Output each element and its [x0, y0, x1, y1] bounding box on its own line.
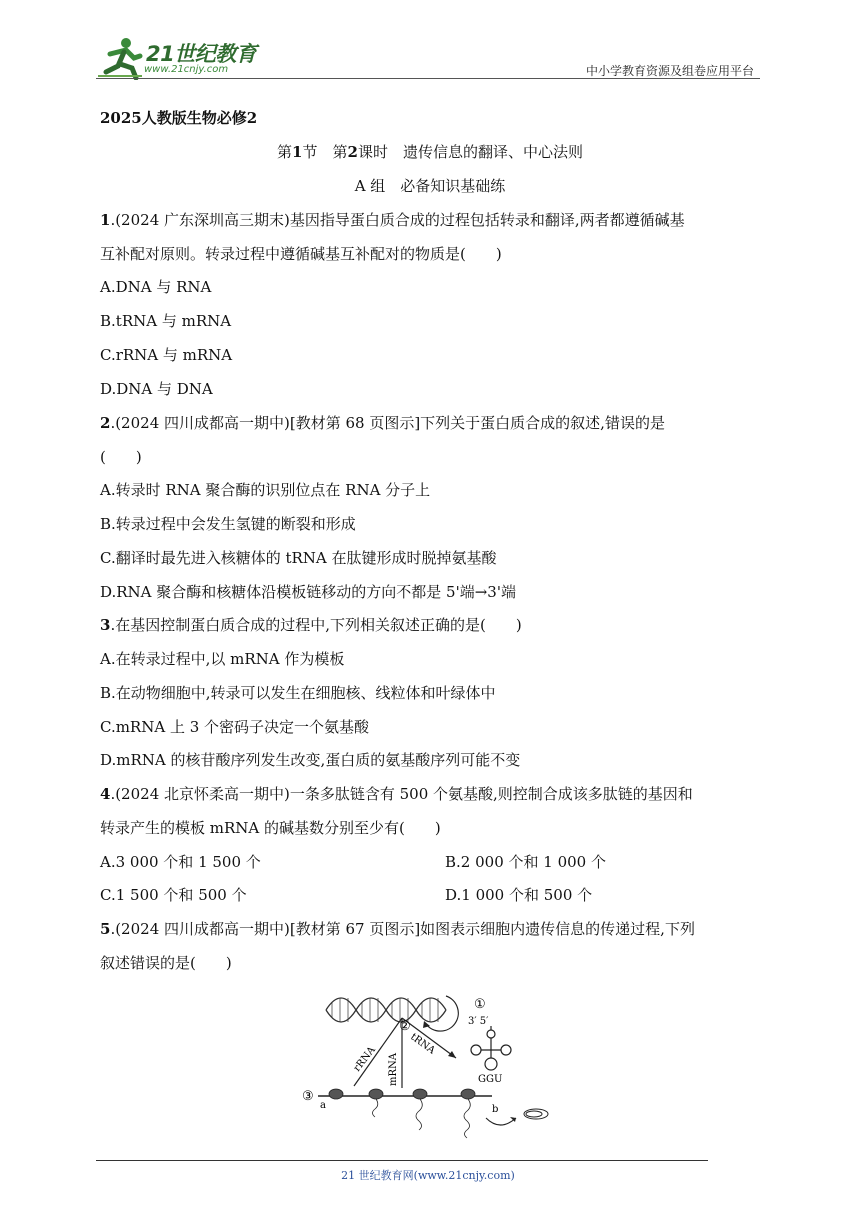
document-title: 2025人教版生物必修2 [100, 109, 258, 127]
q3-option-c: C.mRNA 上 3 个密码子决定一个氨基酸 [100, 718, 370, 736]
replication-arrow-icon [426, 996, 458, 1031]
question-4: 4.(2024 北京怀柔高一期中)一条多肽链含有 500 个氨基酸,则控制合成该多肽链的基因和 [100, 785, 693, 803]
q4-options-row-1 [100, 851, 606, 872]
label-anticodon: GGU [478, 1074, 503, 1085]
header-divider [96, 78, 760, 79]
label-trna-ends: 3′ 5′ [468, 1016, 489, 1027]
label-trna: tRNA [408, 1031, 437, 1057]
question-5: 5.(2024 四川成都高一期中)[教材第 67 页图示]如图表示细胞内遗传信息的传递过程,下列 [100, 920, 695, 938]
header-tagline: 中小学教育资源及组卷应用平台 [585, 64, 754, 78]
question-1: 1.(2024 广东深圳高三期末)基因指导蛋白质合成的过程包括转录和翻译,两者都遵循碱基 [100, 211, 685, 229]
q1-option-a: A.DNA 与 RNA [100, 278, 212, 296]
q1-option-b: B.tRNA 与 mRNA [100, 312, 232, 330]
label-rrna: rRNA [351, 1044, 378, 1074]
label-a: a [320, 1100, 326, 1111]
site-logo [96, 36, 266, 80]
page-header [96, 36, 760, 80]
question-3: 3.在基因控制蛋白质合成的过程中,下列相关叙述正确的是( ) [100, 616, 522, 634]
q2-option-c: C.翻译时最先进入核糖体的 tRNA 在肽键形成时脱掉氨基酸 [100, 549, 497, 567]
question-4-cont: 转录产生的模板 mRNA 的碱基数分别至少有( ) [100, 819, 441, 837]
q2-option-b: B.转录过程中会发生氢键的断裂和形成 [100, 515, 356, 533]
question-5-cont: 叙述错误的是( ) [100, 954, 232, 972]
page-footer: 21 世纪教育网(www.21cnjy.com) [341, 1169, 515, 1182]
question-1-cont: 互补配对原则。转录过程中遵循碱基互补配对的物质是( ) [100, 245, 502, 263]
q3-option-b: B.在动物细胞中,转录可以发生在细胞核、线粒体和叶绿体中 [100, 684, 496, 702]
section-title: 第1节 第2课时 遗传信息的翻译、中心法则 [277, 143, 583, 161]
label-mrna: mRNA [388, 1053, 399, 1086]
q4-option-d: D.1 000 个和 500 个 [445, 886, 593, 904]
q1-option-d: D.DNA 与 DNA [100, 380, 213, 398]
q4-option-c: C.1 500 个和 500 个 [100, 886, 247, 904]
q1-option-c: C.rRNA 与 mRNA [100, 346, 233, 364]
label-circle-3: ③ [302, 1089, 314, 1104]
footer-divider [96, 1160, 708, 1161]
q4-option-a: A.3 000 个和 1 500 个 [100, 853, 261, 871]
dna-helix-icon [326, 998, 446, 1022]
label-b: b [492, 1104, 499, 1115]
q2-option-d: D.RNA 聚合酶和核糖体沿模板链移动的方向不都是 5'端→3'端 [100, 583, 516, 601]
q4-option-b: B.2 000 个和 1 000 个 [445, 853, 606, 871]
q3-option-d: D.mRNA 的核苷酸序列发生改变,蛋白质的氨基酸序列可能不变 [100, 751, 521, 769]
logo-text: 21世纪教育 [146, 42, 257, 66]
q4-options-row-2 [100, 884, 593, 905]
q2-option-a: A.转录时 RNA 聚合酶的识别位点在 RNA 分子上 [100, 481, 431, 499]
question-2-cont: ( ) [100, 448, 142, 466]
trna-cloverleaf-icon [471, 1026, 511, 1070]
q3-option-a: A.在转录过程中,以 mRNA 作为模板 [100, 650, 345, 668]
logo-url: www.21cnjy.com [144, 64, 229, 75]
label-circle-2: ② [399, 1019, 411, 1034]
folded-protein-icon [524, 1109, 548, 1119]
label-circle-1: ① [474, 997, 486, 1012]
runner-logo-icon [96, 36, 144, 80]
gene-expression-figure [296, 988, 566, 1140]
question-2: 2.(2024 四川成都高一期中)[教材第 68 页图示]下列关于蛋白质合成的叙述,错误的是 [100, 414, 665, 432]
group-title: A 组 必备知识基础练 [354, 177, 506, 195]
